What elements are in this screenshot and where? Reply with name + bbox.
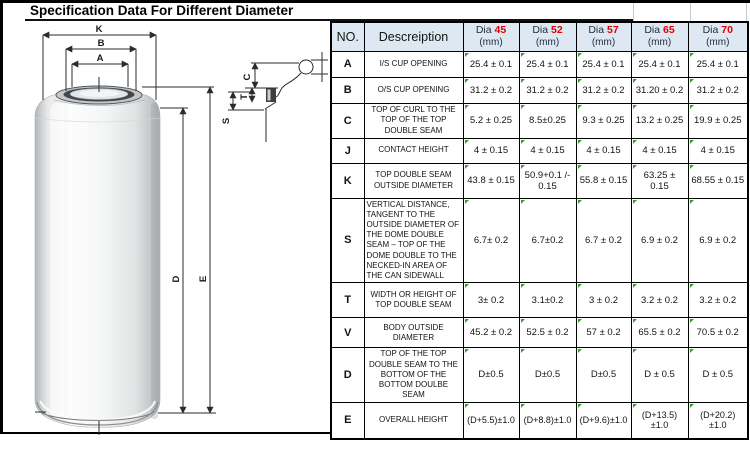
value-cell: (D+8.8)±1.0 <box>519 402 576 439</box>
value-cell: 55.8 ± 0.15 <box>576 163 631 198</box>
row-description: OVERALL HEIGHT <box>364 402 463 439</box>
value-cell: 43.8 ± 0.15 <box>463 163 519 198</box>
dim-label-T: T <box>239 94 250 100</box>
value-cell: 6.9 ± 0.2 <box>688 198 748 283</box>
value-cell: 31.20 ± 0.2 <box>631 77 688 103</box>
value-cell: 31.2 ± 0.2 <box>688 77 748 103</box>
value-cell: 68.55 ± 0.15 <box>688 163 748 198</box>
row-no: K <box>331 163 364 198</box>
dim-label-E: E <box>198 275 209 283</box>
spec-row-T <box>331 283 748 318</box>
value-cell: 3.2 ± 0.2 <box>631 283 688 318</box>
value-cell: 6.7 ± 0.2 <box>576 198 631 283</box>
spec-row-B <box>331 77 748 103</box>
header-row <box>331 22 748 51</box>
value-cell: D ± 0.5 <box>688 348 748 402</box>
spec-row-E <box>331 402 748 439</box>
value-cell: 3± 0.2 <box>463 283 519 318</box>
value-cell: 13.2 ± 0.25 <box>631 103 688 138</box>
header-no: NO. <box>331 22 364 51</box>
value-cell: 25.4 ± 0.1 <box>688 51 748 77</box>
dim-label-D: D <box>171 275 182 283</box>
row-description: TOP DOUBLE SEAM OUTSIDE DIAMETER <box>364 163 463 198</box>
value-cell: 25.4 ± 0.1 <box>576 51 631 77</box>
value-cell: 52.5 ± 0.2 <box>519 318 576 348</box>
value-cell: 70.5 ± 0.2 <box>688 318 748 348</box>
value-cell: 25.4 ± 0.1 <box>463 51 519 77</box>
value-cell: 65.5 ± 0.2 <box>631 318 688 348</box>
spec-row-V <box>331 318 748 348</box>
value-cell: 31.2 ± 0.2 <box>576 77 631 103</box>
header-dia-52: Dia 52 (mm) <box>519 22 576 51</box>
row-description: CONTACT HEIGHT <box>364 138 463 163</box>
row-description: BODY OUTSIDE DIAMETER <box>364 318 463 348</box>
value-cell: D±0.5 <box>576 348 631 402</box>
value-cell: 57 ± 0.2 <box>576 318 631 348</box>
value-cell: 25.4 ± 0.1 <box>631 51 688 77</box>
value-cell: 9.3 ± 0.25 <box>576 103 631 138</box>
spec-row-C <box>331 103 748 138</box>
can-technical-drawing <box>2 21 328 436</box>
value-cell: (D+5.5)±1.0 <box>463 402 519 439</box>
value-cell: 63.25 ± 0.15 <box>631 163 688 198</box>
header-description: Descreiption <box>364 22 463 51</box>
row-no: C <box>331 103 364 138</box>
row-description: TOP OF CURL TO THE TOP OF THE TOP DOUBLE SEAM <box>364 103 463 138</box>
row-description: I/S CUP OPENING <box>364 51 463 77</box>
excel-gridline <box>746 3 747 21</box>
value-cell: 3 ± 0.2 <box>576 283 631 318</box>
header-dia-57: Dia 57 (mm) <box>576 22 631 51</box>
row-no: V <box>331 318 364 348</box>
row-description: VERTICAL DISTANCE, TANGENT TO THE OUTSIDE DIAMETER OF THE DOME DOUBLE SEAM – TOP OF THE DOME DOUBLE TO THE NECKED-IN AREA OF THE CAN SIDEWALL <box>364 198 463 283</box>
value-cell: 6.7± 0.2 <box>463 198 519 283</box>
spec-row-K <box>331 163 748 198</box>
value-cell: 19.9 ± 0.25 <box>688 103 748 138</box>
curl-bead-circle <box>299 60 313 74</box>
header-dia-45: Dia 45 (mm) <box>463 22 519 51</box>
value-cell: D±0.5 <box>463 348 519 402</box>
value-cell: 3.1±0.2 <box>519 283 576 318</box>
value-cell: 4 ± 0.15 <box>576 138 631 163</box>
value-cell: (D+20.2) ±1.0 <box>688 402 748 439</box>
dim-label-A: A <box>96 53 104 64</box>
row-no: A <box>331 51 364 77</box>
value-cell: 3.2 ± 0.2 <box>688 283 748 318</box>
value-cell: 4 ± 0.15 <box>631 138 688 163</box>
value-cell: 50.9+0.1 /- 0.15 <box>519 163 576 198</box>
page-title: Specification Data For Different Diameter <box>30 3 294 18</box>
row-no: D <box>331 348 364 402</box>
dim-label-B: B <box>97 38 105 49</box>
row-description: O/S CUP OPENING <box>364 77 463 103</box>
value-cell: 8.5±0.25 <box>519 103 576 138</box>
value-cell: D ± 0.5 <box>631 348 688 402</box>
dim-label-K: K <box>95 24 103 35</box>
row-no: E <box>331 402 364 439</box>
value-cell: 4 ± 0.15 <box>463 138 519 163</box>
value-cell: 45.2 ± 0.2 <box>463 318 519 348</box>
excel-gridline <box>690 3 691 21</box>
can-illustration <box>35 86 160 427</box>
row-no: S <box>331 198 364 283</box>
row-no: T <box>331 283 364 318</box>
value-cell: 31.2 ± 0.2 <box>463 77 519 103</box>
row-description: WIDTH OR HEIGHT OF TOP DOUBLE SEAM <box>364 283 463 318</box>
row-no: J <box>331 138 364 163</box>
value-cell: (D+13.5) ±1.0 <box>631 402 688 439</box>
spec-row-J <box>331 138 748 163</box>
dim-label-S: S <box>221 117 232 125</box>
excel-gridline <box>633 3 634 21</box>
value-cell: 5.2 ± 0.25 <box>463 103 519 138</box>
value-cell: (D+9.6)±1.0 <box>576 402 631 439</box>
spec-row-A <box>331 51 748 77</box>
header-dia-65: Dia 65 (mm) <box>631 22 688 51</box>
value-cell: 31.2 ± 0.2 <box>519 77 576 103</box>
header-dia-70: Dia 70 (mm) <box>688 22 748 51</box>
row-no: B <box>331 77 364 103</box>
value-cell: 4 ± 0.15 <box>688 138 748 163</box>
spec-table <box>330 21 749 440</box>
spec-row-S <box>331 198 748 283</box>
row-description: TOP OF THE TOP DOUBLE SEAM TO THE BOTTOM OF THE BOTTOM DOULBE SEAM <box>364 348 463 402</box>
value-cell: 4 ± 0.15 <box>519 138 576 163</box>
value-cell: 6.7±0.2 <box>519 198 576 283</box>
value-cell: 6.9 ± 0.2 <box>631 198 688 283</box>
value-cell: D±0.5 <box>519 348 576 402</box>
value-cell: 25.4 ± 0.1 <box>519 51 576 77</box>
dim-label-C: C <box>242 73 253 81</box>
spec-row-D <box>331 348 748 402</box>
